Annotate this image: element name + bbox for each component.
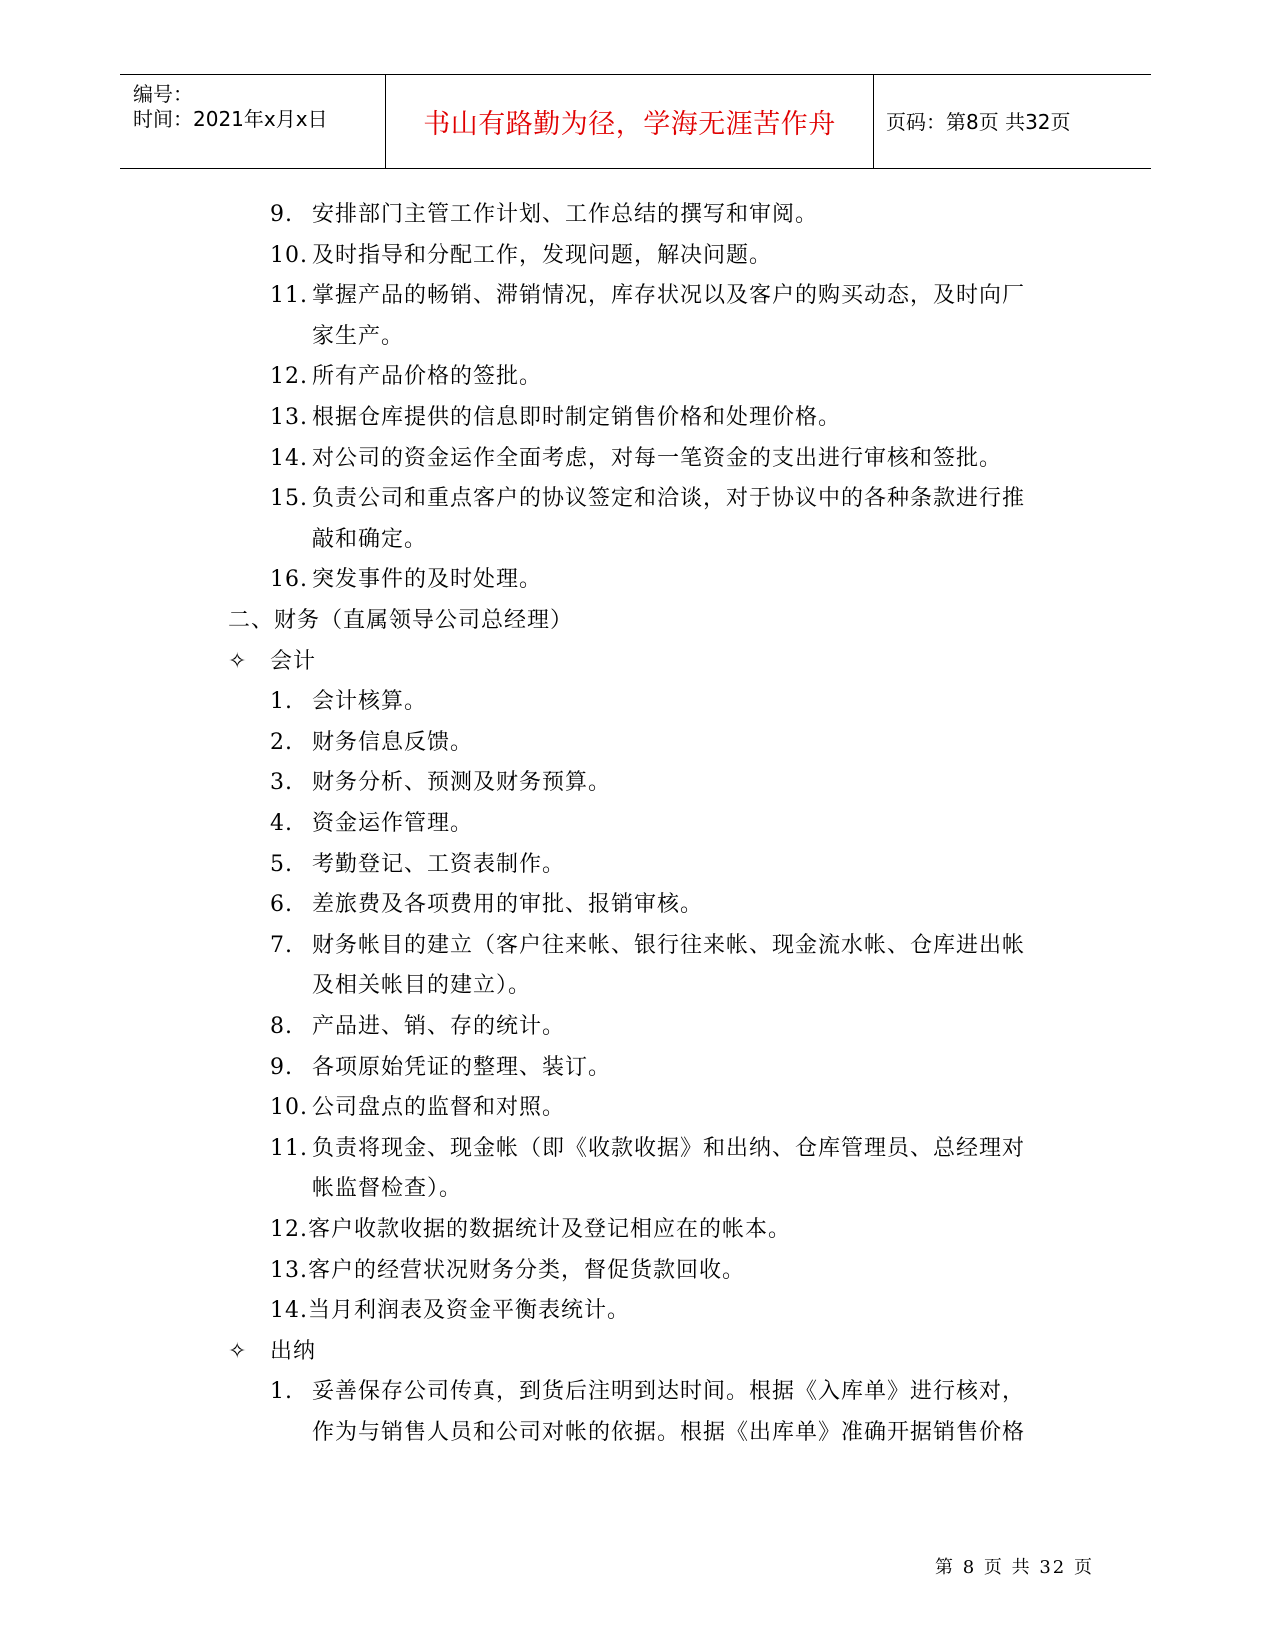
document-header bbox=[120, 74, 1151, 169]
list-item-text: 各项原始凭证的整理、装订。 bbox=[312, 1054, 612, 1080]
list-item-number: 6. bbox=[270, 892, 293, 918]
list-item-number: 11. bbox=[270, 283, 308, 309]
list-item-number: 9. bbox=[270, 1054, 293, 1080]
list-item-text: 负责公司和重点客户的协议签定和洽谈，对于协议中的各种条款进行推 bbox=[312, 486, 1026, 512]
list-item-text: 财务信息反馈。 bbox=[312, 729, 474, 755]
list-item-number: 15. bbox=[270, 486, 308, 512]
list-item-number: 13. bbox=[270, 405, 308, 430]
diamond-bullet-icon: ✧ bbox=[228, 1338, 248, 1364]
diamond-bullet-icon: ✧ bbox=[228, 648, 248, 674]
page-footer: 第 8 页 共 32 页 bbox=[935, 1557, 1094, 1578]
list-item-number: 14. bbox=[270, 445, 308, 471]
list-item-number: 7. bbox=[270, 932, 293, 958]
list-item-text: 突发事件的及时处理。 bbox=[312, 567, 543, 593]
list-item-text: 公司盘点的监督和对照。 bbox=[312, 1095, 566, 1121]
list-item-number: 3. bbox=[270, 770, 293, 796]
section-heading: 二、财务（直属领导公司总经理） bbox=[228, 608, 574, 633]
list-item-number: 12. bbox=[270, 364, 308, 390]
list-item-text: 安排部门主管工作计划、工作总结的撰写和审阅。 bbox=[312, 202, 819, 227]
list-item-number: 16. bbox=[270, 567, 308, 593]
list-item-continuation: 作为与销售人员和公司对帐的依据。根据《出库单》准确开据销售价格 bbox=[312, 1420, 1026, 1445]
list-item-number: 1. bbox=[270, 1379, 293, 1405]
list-item-number: 14. bbox=[270, 1298, 308, 1324]
list-item-continuation: 家生产。 bbox=[312, 323, 405, 349]
list-item-text: 及时指导和分配工作，发现问题，解决问题。 bbox=[312, 242, 773, 268]
list-item-text: 考勤登记、工资表制作。 bbox=[312, 851, 566, 877]
list-item-text: 掌握产品的畅销、滞销情况，库存状况以及客户的购买动态，及时向厂 bbox=[312, 283, 1026, 309]
header-motto-cell bbox=[385, 75, 874, 168]
serial-number-label: 编号： bbox=[133, 82, 193, 106]
page-code: 页码：第8页 共32页 bbox=[886, 109, 1071, 134]
header-page-cell bbox=[873, 75, 1151, 168]
time-label: 时间：2021年x月x日 bbox=[133, 107, 328, 131]
list-item-text: 所有产品价格的签批。 bbox=[312, 364, 543, 390]
subsection-heading: 出纳 bbox=[270, 1338, 317, 1364]
list-item-text: 财务帐目的建立（客户往来帐、银行往来帐、现金流水帐、仓库进出帐 bbox=[312, 932, 1026, 958]
list-item-text: 负责将现金、现金帐（即《收款收据》和出纳、仓库管理员、总经理对 bbox=[312, 1135, 1026, 1161]
list-item-text: 资金运作管理。 bbox=[312, 811, 474, 836]
list-item-number: 8. bbox=[270, 1014, 293, 1039]
list-item-continuation: 帐监督检查）。 bbox=[312, 1176, 463, 1202]
list-item-number: 10. bbox=[270, 242, 308, 268]
motto-text: 书山有路勤为径，学海无涯苦作舟 bbox=[423, 109, 836, 140]
list-item-text: 客户的经营状况财务分类，督促货款回收。 bbox=[308, 1257, 746, 1283]
list-item-text: 妥善保存公司传真，到货后注明到达时间。根据《入库单》进行核对， bbox=[312, 1379, 1026, 1405]
list-item-number: 9. bbox=[270, 202, 293, 227]
list-item-number: 12. bbox=[270, 1217, 308, 1242]
list-item-number: 11. bbox=[270, 1135, 308, 1161]
list-item-text: 客户收款收据的数据统计及登记相应在的帐本。 bbox=[308, 1217, 792, 1242]
list-item-text: 财务分析、预测及财务预算。 bbox=[312, 770, 612, 796]
list-item-text: 当月利润表及资金平衡表统计。 bbox=[308, 1298, 631, 1324]
list-item-number: 10. bbox=[270, 1095, 308, 1121]
list-item-text: 根据仓库提供的信息即时制定销售价格和处理价格。 bbox=[312, 405, 842, 430]
list-item-text: 产品进、销、存的统计。 bbox=[312, 1014, 566, 1039]
list-item-number: 2. bbox=[270, 729, 293, 755]
list-item-number: 13. bbox=[270, 1257, 308, 1283]
header-meta-cell bbox=[120, 75, 385, 168]
list-item-number: 5. bbox=[270, 851, 293, 877]
list-item-text: 差旅费及各项费用的审批、报销审核。 bbox=[312, 892, 704, 918]
subsection-heading: 会计 bbox=[270, 648, 317, 674]
list-item-continuation: 敲和确定。 bbox=[312, 526, 428, 552]
list-item-number: 4. bbox=[270, 811, 293, 836]
list-item-continuation: 及相关帐目的建立）。 bbox=[312, 973, 532, 999]
list-item-text: 对公司的资金运作全面考虑，对每一笔资金的支出进行审核和签批。 bbox=[312, 445, 1003, 471]
list-item-text: 会计核算。 bbox=[312, 689, 428, 715]
list-item-number: 1. bbox=[270, 689, 293, 715]
